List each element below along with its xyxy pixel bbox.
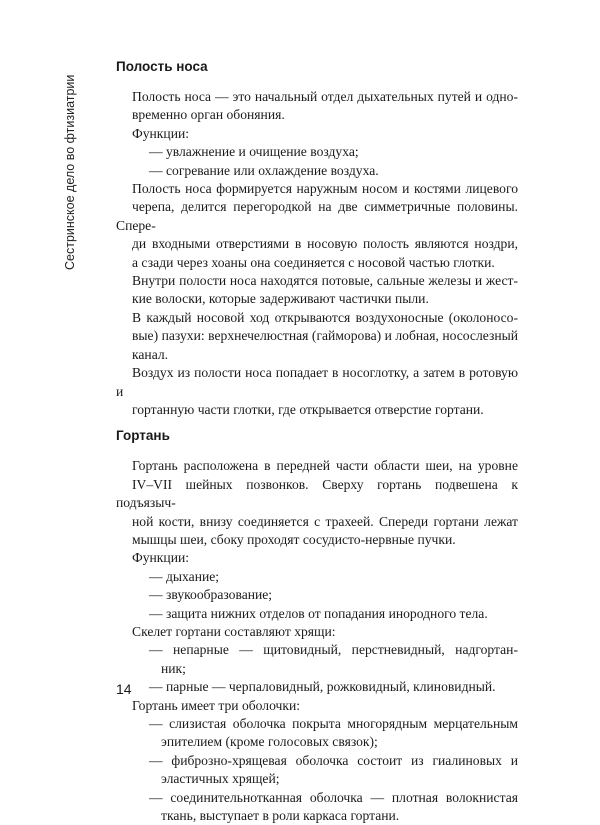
list-label bbox=[116, 549, 518, 567]
running-head: Сестринское дело во фтизиатрии bbox=[63, 74, 77, 270]
page-body bbox=[116, 56, 518, 825]
paragraph bbox=[116, 309, 518, 364]
text-line: ник; bbox=[161, 660, 186, 676]
text-line: черепа, делится перегородкой на две симметричные половины. Спере- bbox=[116, 199, 518, 233]
page-number: 14 bbox=[116, 681, 132, 697]
text-line: эластичных хрящей; bbox=[161, 771, 280, 787]
text-line: — увлажнение и очищение воздуха; bbox=[149, 144, 359, 160]
list-item bbox=[149, 568, 518, 586]
text-line: Воздух из полости носа попадает в носоглотку, а затем в ротовую и bbox=[116, 365, 518, 399]
text-line: IV–VII шейных позвонков. Сверху гортань подвешена к подъязыч- bbox=[116, 476, 518, 511]
list-item bbox=[149, 678, 518, 696]
list-item bbox=[149, 752, 518, 789]
text-line: эпителием (кроме голосовых связок); bbox=[161, 734, 378, 750]
paragraph bbox=[116, 272, 518, 309]
text-line: — защита нижних отделов от попадания инородного тела. bbox=[149, 605, 488, 621]
section-title-nasal-cavity: Полость носа bbox=[116, 59, 208, 74]
text-line: ди входными отверстиями в носовую полость являются ноздри, bbox=[132, 236, 518, 252]
text-line: — согревание или охлаждение воздуха. bbox=[149, 162, 379, 178]
section-title-larynx: Гортань bbox=[116, 428, 170, 444]
text-line: ткань, выступает в роли каркаса гортани. bbox=[161, 808, 400, 824]
text-line: Функции: bbox=[132, 125, 190, 141]
paragraph bbox=[116, 180, 518, 272]
text-line: Полость носа — это начальный отдел дыхательных путей и одно- bbox=[132, 89, 518, 104]
text-line: — фиброзно-хрящевая оболочка состоит из гиалиновых и bbox=[149, 752, 518, 768]
text-line: — дыхание; bbox=[149, 568, 220, 584]
text-line: Полость носа формируется наружным носом и костями лицевого bbox=[132, 181, 518, 197]
text-line: ной кости, внизу соединяется с трахеей. Спереди гортани лежат bbox=[132, 513, 518, 529]
list-item bbox=[149, 605, 518, 623]
list-item bbox=[149, 789, 518, 825]
text-line: Функции: bbox=[132, 550, 190, 566]
list-item bbox=[149, 641, 518, 678]
text-line: В каждый носовой ход открываются воздухоносные (околоносо- bbox=[132, 309, 518, 325]
text-line: временно орган обоняния. bbox=[132, 107, 285, 123]
list-label bbox=[116, 125, 518, 143]
text-line: — парные — черпаловидный, рожковидный, клиновидный. bbox=[149, 679, 496, 695]
text-line: а сзади через хоаны она соединяется с носовой частью глотки. bbox=[132, 254, 495, 270]
text-line: Гортань имеет три оболочки: bbox=[132, 697, 301, 713]
paragraph bbox=[116, 457, 518, 549]
list-item bbox=[149, 143, 518, 161]
list-item bbox=[149, 715, 518, 752]
text-line: Внутри полости носа находятся потовые, сальные железы и жест- bbox=[132, 273, 518, 289]
list-label bbox=[116, 623, 518, 641]
text-line: канал. bbox=[132, 346, 169, 362]
list-item bbox=[149, 586, 518, 604]
text-line: — непарные — щитовидный, перстневидный, надгортан- bbox=[149, 642, 518, 658]
paragraph bbox=[116, 364, 518, 419]
text-line: — слизистая оболочка покрыта многорядным мерцательным bbox=[149, 716, 518, 731]
paragraph bbox=[116, 88, 518, 125]
text-line: Гортань расположена в передней части области шеи, на уровне bbox=[132, 458, 518, 474]
text-line: гортанную части глотки, где открывается отверстие гортани. bbox=[132, 401, 484, 417]
text-line: — соединительнотканная оболочка — плотная волокнистая bbox=[149, 789, 518, 805]
text-line: Скелет гортани составляют хрящи: bbox=[132, 623, 336, 639]
list-item bbox=[149, 162, 518, 180]
text-line: мышцы шеи, сбоку проходят сосудисто-нервные пучки. bbox=[132, 531, 456, 547]
list-label bbox=[116, 697, 518, 715]
text-line: кие волоски, которые задерживают частички пыли. bbox=[132, 291, 429, 307]
text-line: вые) пазухи: верхнечелюстная (гайморова) и лобная, носослезный bbox=[132, 328, 518, 344]
text-line: — звукообразование; bbox=[149, 587, 273, 603]
